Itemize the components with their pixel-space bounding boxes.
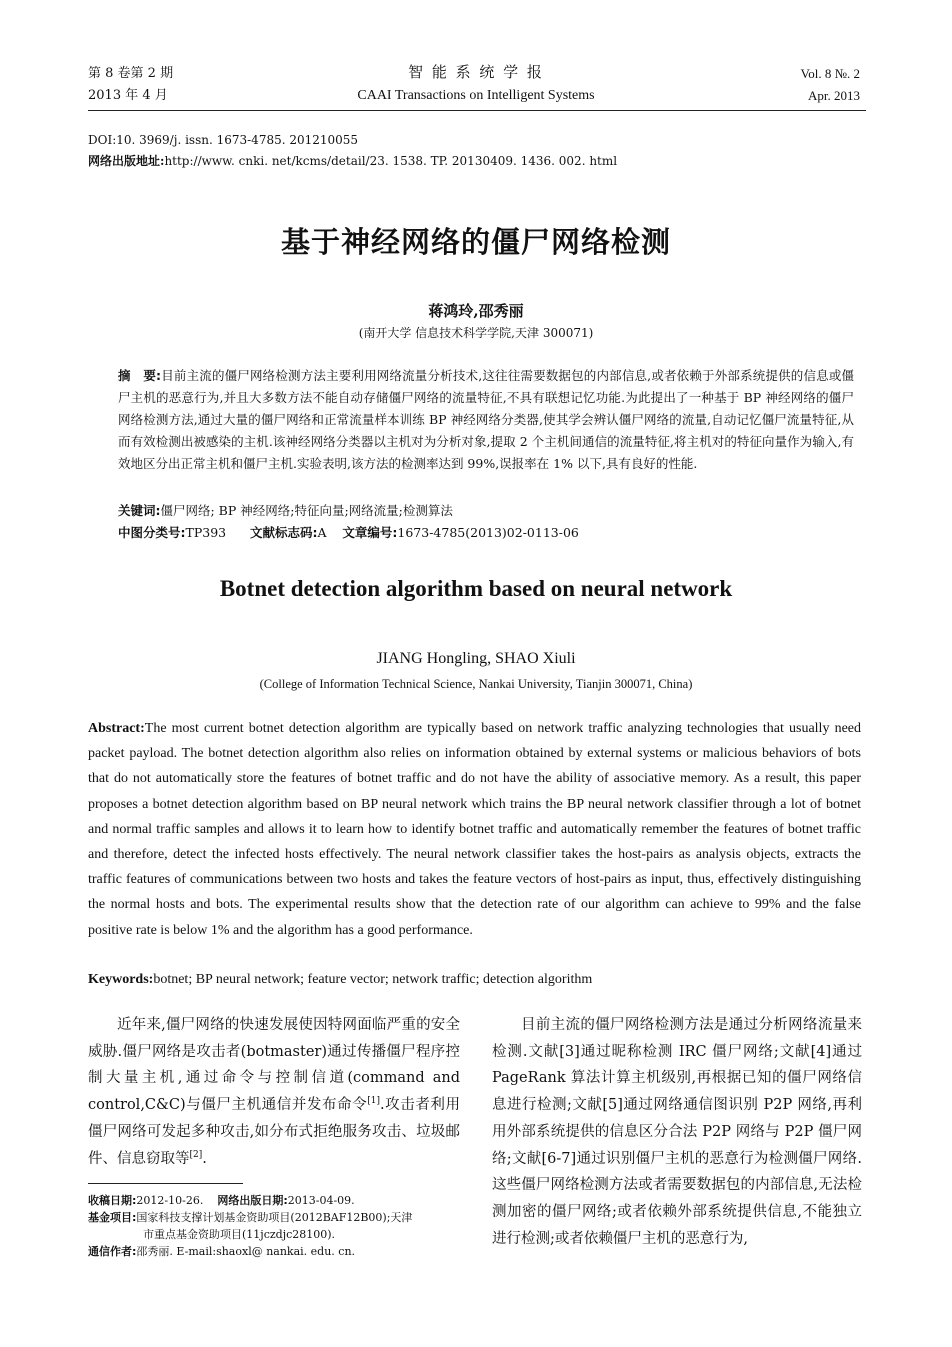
citation-1[interactable]: [1]: [367, 1096, 380, 1107]
online-url-label: 网络出版地址:: [88, 154, 165, 168]
header-volume-cn: 第 8 卷第 2 期: [88, 66, 174, 81]
title-cn: 基于神经网络的僵尸网络检测: [280, 225, 671, 259]
keywords-en: [88, 967, 861, 992]
footnote-fund: [88, 1210, 468, 1227]
corresponding-author-label: 通信作者:: [88, 1245, 137, 1258]
citation-2[interactable]: [2]: [189, 1149, 203, 1160]
abstract-en-label: Abstract:: [88, 721, 145, 736]
abstract-en: [88, 716, 861, 943]
online-date-label: 网络出版日期:: [217, 1194, 288, 1207]
header-date-cn: 2013 年 4 月: [88, 88, 168, 103]
online-url[interactable]: http://www. cnki. net/kcms/detail/23. 1538. TP. 20130409. 1436. 002. html: [164, 154, 618, 168]
header-journal-cn: 智 能 系 统 学 报: [408, 63, 544, 81]
header-journal-en: CAAI Transactions on Intelligent Systems: [357, 88, 595, 103]
article-no-label: 文章编号:: [342, 525, 398, 540]
keywords-cn-text: 僵尸网络; BP 神经网络;特征向量;网络流量;检测算法: [160, 503, 453, 518]
body-right-column: 目前主流的僵尸网络检测方法是通过分析网络流量来检测.文献[3]通过昵称检测 IRC 僵尸网络;文献[4]通过 PageRank 算法计算主机级别,再根据已知的僵尸网络信息进行检测;文献[5]通过网络通信图识别 P2P 网络,再利用外部系统提供的信息区分合法 P2P 网络与 P2P 僵尸网络;文献[6-7]通过识别僵尸主机的恶意行为检测僵尸网络.这些僵尸网络检测方法或者需要数据包的内部信息,无法检测加密的僵尸网络;或者依赖外部系统提供信息,不能独立进行检测;或者依赖僵尸主机的恶意行为,: [492, 1017, 862, 1247]
doc-code-label: 文献标志码:: [249, 525, 318, 540]
abstract-en-text: The most current botnet detection algorithm are typically based on network traffic analyzing technologies that usually need packet payload. The botnet detection algorithm also relies on information obtained by external systems or malicious behaviors of bots that do not automatically store the features of botnet traffic and do not have the ability of associative memory. As a result, this paper proposes a botnet detection algorithm based on BP neural network which trains the BP neural network classifier through a lot of botnet and normal traffic samples and allows it to learn how to identify botnet traffic and automatically remember the features of botnet traffic and therefore, detect the infected hosts effectively. The neural network classifier takes the host-pairs as analysis objects, extracts the traffic features of communications between two hosts and takes the feature vectors of host-pairs as input, thus, effectively distinguishing the normal hosts and bots. The experimental results show that the detection rate of our algorithm can achieve to 99% and the false positive rate is below 1% and the algorithm has a good performance.: [88, 721, 861, 938]
abstract-cn-label: 摘 要:: [118, 368, 162, 383]
fund-label: 基金项目:: [88, 1211, 137, 1224]
doi: DOI:10. 3969/j. issn. 1673-4785. 201210055: [88, 133, 359, 147]
affiliation-cn: (南开大学 信息技术科学学院,天津 300071): [358, 326, 594, 340]
article-no-value: 1673-4785(2013)02-0113-06: [397, 525, 579, 540]
received-label: 收稿日期:: [88, 1194, 137, 1207]
keywords-cn-label: 关键词:: [118, 503, 161, 518]
online-url-line: [88, 151, 617, 172]
header-date-en: Apr. 2013: [808, 88, 860, 103]
keywords-en-text: botnet; BP neural network; feature vector; network traffic; detection algorithm: [153, 972, 593, 987]
clc-value: TP393: [185, 525, 227, 540]
abstract-cn-text: 目前主流的僵尸网络检测方法主要利用网络流量分析技术,这往往需要数据包的内部信息,或者依赖于外部系统提供的信息或僵尸主机的恶意行为,并且大多数方法不能自动存储僵尸网络的流量特征,不具有联想记忆功能.为此提出了一种基于 BP 神经网络的僵尸网络检测方法,通过大量的僵尸网络和正常流量样本训练 BP 神经网络分类器,使其学会辨认僵尸网络的流量,自动记忆僵尸流量特征,从而有效检测出被感染的主机.该神经网络分类器以主机对为分析对象,提取 2 个主机间通信的流量特征,将主机对的特征向量作为输入,有效地区分出正常主机和僵尸主机.实验表明,该方法的检测率达到 99%,误报率在 1% 以下,具有良好的性能.: [118, 368, 855, 471]
abstract-cn: [118, 365, 854, 475]
header-rule: [88, 110, 866, 111]
keywords-cn: [118, 500, 854, 522]
online-date: 2013-04-09.: [287, 1194, 355, 1207]
body-left-text-3: .: [202, 1150, 207, 1167]
affiliation-en: (College of Information Technical Science, Nankai University, Tianjin 300071, China): [259, 677, 693, 691]
received-date: 2012-10-26.: [136, 1194, 204, 1207]
body-left-text-1: 近年来,僵尸网络的快速发展使因特网面临严重的安全威胁.僵尸网络是攻击者(botmaster)通过传播僵尸程序控制大量主机,通过命令与控制信道(command and control,C&C)与僵尸主机通信并发布命令: [88, 1017, 460, 1114]
fund-line-2: 市重点基金资助项目(11jczdjc28100).: [143, 1228, 336, 1241]
clc-label: 中图分类号:: [118, 525, 186, 540]
keywords-en-label: Keywords:: [88, 972, 154, 987]
authors-en: JIANG Hongling, SHAO Xiuli: [376, 650, 576, 667]
footnote-author: [88, 1244, 468, 1261]
body-left-text-2: .攻击者利用僵尸网络可发起多种攻击,如分布式拒绝服务攻击、垃圾邮件、信息窃取等: [88, 1097, 460, 1167]
header-volume-en: Vol. 8 №. 2: [800, 66, 860, 81]
footnote-dates: [88, 1193, 468, 1210]
doc-code-value: A: [317, 525, 327, 540]
corresponding-author: 邵秀丽. E-mail:shaoxl@ nankai. edu. cn.: [136, 1245, 356, 1258]
classification-cn: [118, 522, 854, 544]
body-left-column: [88, 1012, 460, 1172]
authors-cn: 蒋鸿玲,邵秀丽: [428, 302, 524, 320]
footnote-rule: [88, 1183, 243, 1184]
title-en: Botnet detection algorithm based on neural network: [219, 576, 733, 601]
fund-line-1: 国家科技支撑计划基金资助项目(2012BAF12B00);天津: [136, 1211, 413, 1224]
